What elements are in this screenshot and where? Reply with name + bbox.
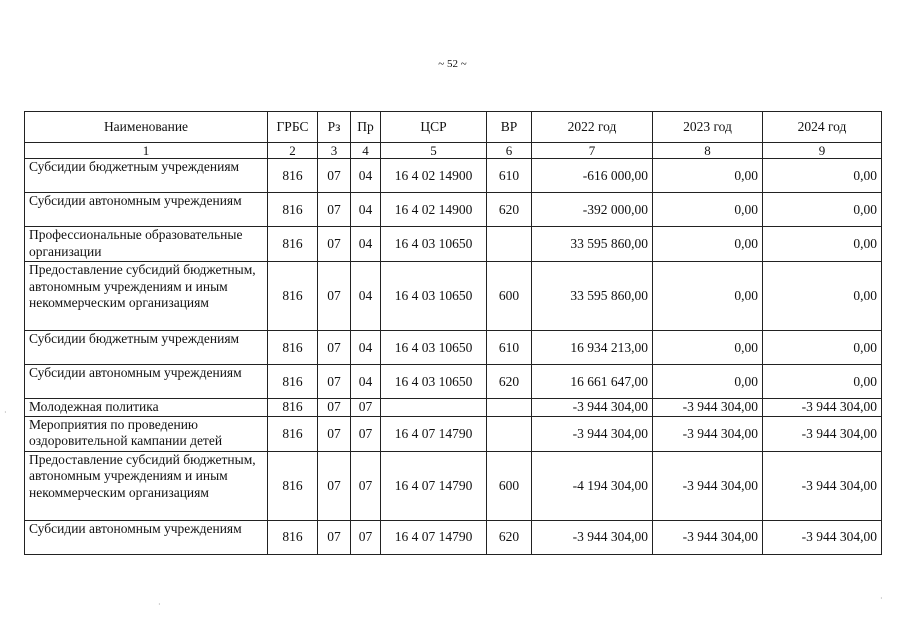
- row-csr: 16 4 02 14900: [381, 159, 487, 193]
- header-name: Наименование: [25, 112, 268, 143]
- row-2022: -3 944 304,00: [532, 520, 653, 554]
- table-header-row: [25, 112, 882, 143]
- header-vr: ВР: [487, 112, 532, 143]
- row-pr: 04: [351, 262, 381, 331]
- row-grbs: 816: [268, 227, 318, 262]
- row-grbs: 816: [268, 262, 318, 331]
- row-vr: 600: [487, 451, 532, 520]
- row-2022: 33 595 860,00: [532, 227, 653, 262]
- row-csr: 16 4 03 10650: [381, 262, 487, 331]
- row-2024: -3 944 304,00: [763, 399, 882, 417]
- row-rz: 07: [318, 262, 351, 331]
- row-vr: 620: [487, 193, 532, 227]
- column-number: 6: [487, 143, 532, 159]
- column-number: 7: [532, 143, 653, 159]
- column-number: 3: [318, 143, 351, 159]
- row-2023: -3 944 304,00: [653, 416, 763, 451]
- row-vr: [487, 416, 532, 451]
- row-2022: -616 000,00: [532, 159, 653, 193]
- row-name: Предоставление субсидий бюджетным, автономным учреждениям и иным некоммерческим организациям: [25, 451, 268, 520]
- table-row: [25, 365, 882, 399]
- header-grbs: ГРБС: [268, 112, 318, 143]
- row-grbs: 816: [268, 399, 318, 417]
- row-pr: 04: [351, 159, 381, 193]
- row-name: Молодежная политика: [25, 399, 268, 417]
- table-row: [25, 520, 882, 554]
- header-pr: Пр: [351, 112, 381, 143]
- row-csr: 16 4 03 10650: [381, 365, 487, 399]
- row-csr: 16 4 07 14790: [381, 416, 487, 451]
- row-csr: [381, 399, 487, 417]
- row-2022: 16 661 647,00: [532, 365, 653, 399]
- row-vr: [487, 399, 532, 417]
- row-pr: 04: [351, 365, 381, 399]
- row-name: Мероприятия по проведению оздоровительной кампании детей: [25, 416, 268, 451]
- row-vr: 610: [487, 159, 532, 193]
- row-name: Предоставление субсидий бюджетным, автономным учреждениям и иным некоммерческим организациям: [25, 262, 268, 331]
- row-2024: 0,00: [763, 365, 882, 399]
- row-2022: 33 595 860,00: [532, 262, 653, 331]
- row-name: Профессиональные образовательные организации: [25, 227, 268, 262]
- row-pr: 07: [351, 520, 381, 554]
- row-2023: 0,00: [653, 365, 763, 399]
- row-grbs: 816: [268, 159, 318, 193]
- row-2023: 0,00: [653, 227, 763, 262]
- row-pr: 04: [351, 227, 381, 262]
- row-vr: 620: [487, 520, 532, 554]
- row-2024: 0,00: [763, 331, 882, 365]
- row-rz: 07: [318, 416, 351, 451]
- row-2022: -3 944 304,00: [532, 399, 653, 417]
- row-pr: 04: [351, 331, 381, 365]
- row-2023: 0,00: [653, 331, 763, 365]
- row-name: Субсидии автономным учреждениям: [25, 365, 268, 399]
- row-2024: -3 944 304,00: [763, 451, 882, 520]
- row-grbs: 816: [268, 416, 318, 451]
- row-rz: 07: [318, 399, 351, 417]
- row-pr: 07: [351, 416, 381, 451]
- row-rz: 07: [318, 193, 351, 227]
- row-grbs: 816: [268, 365, 318, 399]
- row-2022: 16 934 213,00: [532, 331, 653, 365]
- header-2023: 2023 год: [653, 112, 763, 143]
- row-grbs: 816: [268, 520, 318, 554]
- table-row: [25, 399, 882, 417]
- header-2022: 2022 год: [532, 112, 653, 143]
- row-pr: 04: [351, 193, 381, 227]
- table-row: [25, 331, 882, 365]
- row-rz: 07: [318, 159, 351, 193]
- row-2022: -392 000,00: [532, 193, 653, 227]
- table-row: [25, 262, 882, 331]
- column-number: 4: [351, 143, 381, 159]
- table-row: [25, 451, 882, 520]
- row-vr: 620: [487, 365, 532, 399]
- column-number: 9: [763, 143, 882, 159]
- row-csr: 16 4 03 10650: [381, 227, 487, 262]
- row-2024: -3 944 304,00: [763, 520, 882, 554]
- row-2024: 0,00: [763, 227, 882, 262]
- row-csr: 16 4 07 14790: [381, 520, 487, 554]
- column-number-row: [25, 143, 882, 159]
- scan-speck: ·: [4, 408, 7, 417]
- row-2024: -3 944 304,00: [763, 416, 882, 451]
- page-number: ~ 52 ~: [438, 58, 467, 70]
- row-rz: 07: [318, 227, 351, 262]
- row-2023: -3 944 304,00: [653, 451, 763, 520]
- column-number: 5: [381, 143, 487, 159]
- column-number: 1: [25, 143, 268, 159]
- row-vr: [487, 227, 532, 262]
- scan-speck: ·: [880, 594, 883, 603]
- header-rz: Рз: [318, 112, 351, 143]
- row-name: Субсидии бюджетным учреждениям: [25, 159, 268, 193]
- table-row: [25, 416, 882, 451]
- row-rz: 07: [318, 451, 351, 520]
- row-vr: 610: [487, 331, 532, 365]
- row-2022: -3 944 304,00: [532, 416, 653, 451]
- column-number: 8: [653, 143, 763, 159]
- table-row: [25, 227, 882, 262]
- row-grbs: 816: [268, 331, 318, 365]
- row-2023: 0,00: [653, 159, 763, 193]
- row-grbs: 816: [268, 193, 318, 227]
- row-name: Субсидии автономным учреждениям: [25, 193, 268, 227]
- header-2024: 2024 год: [763, 112, 882, 143]
- header-csr: ЦСР: [381, 112, 487, 143]
- row-pr: 07: [351, 451, 381, 520]
- row-pr: 07: [351, 399, 381, 417]
- row-rz: 07: [318, 520, 351, 554]
- table-row: [25, 159, 882, 193]
- table-row: [25, 193, 882, 227]
- row-2024: 0,00: [763, 262, 882, 331]
- column-number: 2: [268, 143, 318, 159]
- row-rz: 07: [318, 331, 351, 365]
- row-2023: 0,00: [653, 193, 763, 227]
- row-vr: 600: [487, 262, 532, 331]
- row-name: Субсидии бюджетным учреждениям: [25, 331, 268, 365]
- row-2022: -4 194 304,00: [532, 451, 653, 520]
- row-2023: -3 944 304,00: [653, 520, 763, 554]
- row-2023: -3 944 304,00: [653, 399, 763, 417]
- row-csr: 16 4 07 14790: [381, 451, 487, 520]
- scan-speck: ·: [158, 600, 161, 609]
- row-csr: 16 4 02 14900: [381, 193, 487, 227]
- row-2024: 0,00: [763, 159, 882, 193]
- row-2023: 0,00: [653, 262, 763, 331]
- row-2024: 0,00: [763, 193, 882, 227]
- row-rz: 07: [318, 365, 351, 399]
- row-grbs: 816: [268, 451, 318, 520]
- budget-table: [24, 111, 882, 555]
- row-csr: 16 4 03 10650: [381, 331, 487, 365]
- row-name: Субсидии автономным учреждениям: [25, 520, 268, 554]
